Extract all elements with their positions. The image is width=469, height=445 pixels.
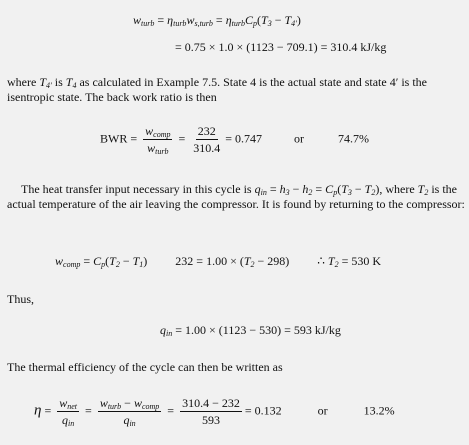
- bwr-fraction-numeric: $\frac{232}{310.4}$: [193, 124, 221, 155]
- bwr-result: = 0.747: [225, 131, 263, 146]
- bwr-label: BWR: [100, 131, 128, 146]
- eta-result: = 0.132: [244, 403, 282, 418]
- thermal-efficiency-equation: η = $\frac{w_{net}}{q_{in}}$ = $\frac{w_{turb} - w_{comp}}{q_{in}}$ = $\frac{310.4 - 232}{593}$ = 0.132 or 13.2%: [34, 396, 395, 428]
- bwr-fraction-symbolic: $\frac{w_{comp}}{w_{turb}}$: [145, 124, 171, 156]
- back-work-ratio-equation: BWR = $\frac{w_{comp}}{w_{turb}}$ = $\frac{232}{310.4}$ = 0.747 or 74.7%: [100, 124, 370, 156]
- eta-fraction-net: $\frac{w_{net}}{q_{in}}$: [59, 396, 78, 428]
- thus-text: Thus,: [7, 292, 34, 306]
- turbine-work-value: = 0.75 × 1.0 × (1123 − 709.1) = 310.4 kJ/kg: [175, 40, 387, 54]
- bwr-percent: 74.7%: [338, 131, 370, 146]
- paragraph-isentropic-state: where $T_{4'}$ is $T_4$ as calculated in Example 7.5. State 4 is the actual state and state 4′ is the isentropic state. The back work ratio is then: [7, 75, 427, 104]
- eta-percent: 13.2%: [363, 403, 395, 418]
- heat-input-equation: $q_{in} = 1.00 \times (1123 - 530) = 593$ kJ/kg: [160, 323, 341, 338]
- turbine-work-equation: $w_{turb} = \eta_{turb}w_{s,turb} = \eta_{turb}C_p(T_3 - T_{4'})$: [133, 13, 301, 28]
- eta-fraction-works: $\frac{w_{turb} - w_{comp}}{q_{in}}$: [99, 396, 160, 428]
- eta-fraction-numeric: $\frac{310.4 - 232}{593}$: [182, 396, 240, 427]
- compressor-equation: $w_{comp} = C_p(T_2 - T_1) 232 = 1.00 \times (T_2 - 298)$ ∴ $T_2 = 530$ K: [55, 254, 382, 269]
- eta-or: or: [317, 403, 328, 418]
- paragraph-thermal-efficiency: The thermal efficiency of the cycle can then be written as: [7, 360, 283, 374]
- paragraph-heat-input: The heat transfer input necessary in this cycle is $q_{in} = h_3 - h_2 = C_p(T_3 - T_2)$, where $T_2$ is the actual temperature of the air leaving the compressor. It is found by returning to the compressor:: [7, 182, 465, 211]
- bwr-or: or: [294, 131, 305, 146]
